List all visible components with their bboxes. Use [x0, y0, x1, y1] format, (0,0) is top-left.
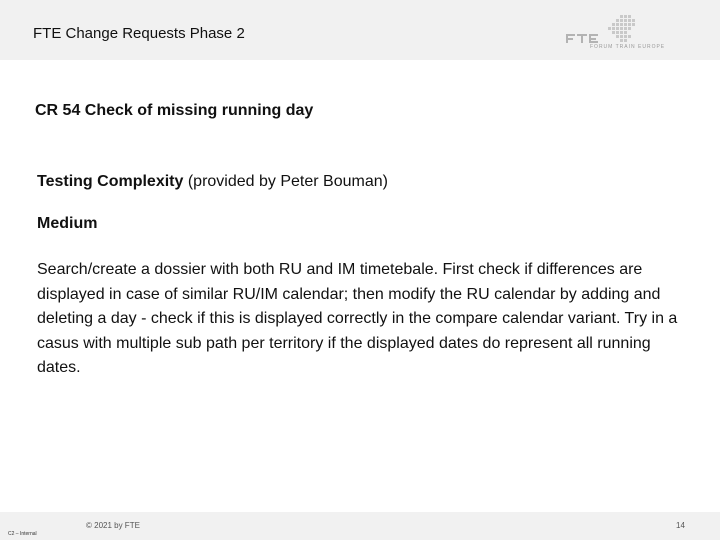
- fte-logo: [563, 14, 666, 58]
- slide-title: CR 54 Check of missing running day: [35, 102, 314, 119]
- fte-logo-icon: [563, 14, 666, 58]
- copyright-text: © 2021 by FTE: [86, 521, 140, 530]
- test-description: Search/create a dossier with both RU and IM timetebale. First check if differences are displayed in case of similar RU/IM calendar; then modify the RU calendar by adding and deleting a day - check if this is displayed correctly in the compare calendar variant. Try in a casus with multiple sub path per territory if the displayed dates do represent all running dates.: [37, 261, 678, 376]
- page-number: 14: [676, 521, 685, 530]
- classification-label: C2 – Internal: [8, 531, 37, 537]
- complexity-label: Testing Complexity: [37, 173, 184, 190]
- complexity-provider: (provided by Peter Bouman): [183, 173, 388, 190]
- testing-complexity-line: [37, 173, 388, 191]
- logo-tagline: FORUM TRAIN EUROPE: [590, 44, 666, 50]
- complexity-value: Medium: [37, 215, 98, 232]
- header-title: FTE Change Requests Phase 2: [33, 25, 245, 42]
